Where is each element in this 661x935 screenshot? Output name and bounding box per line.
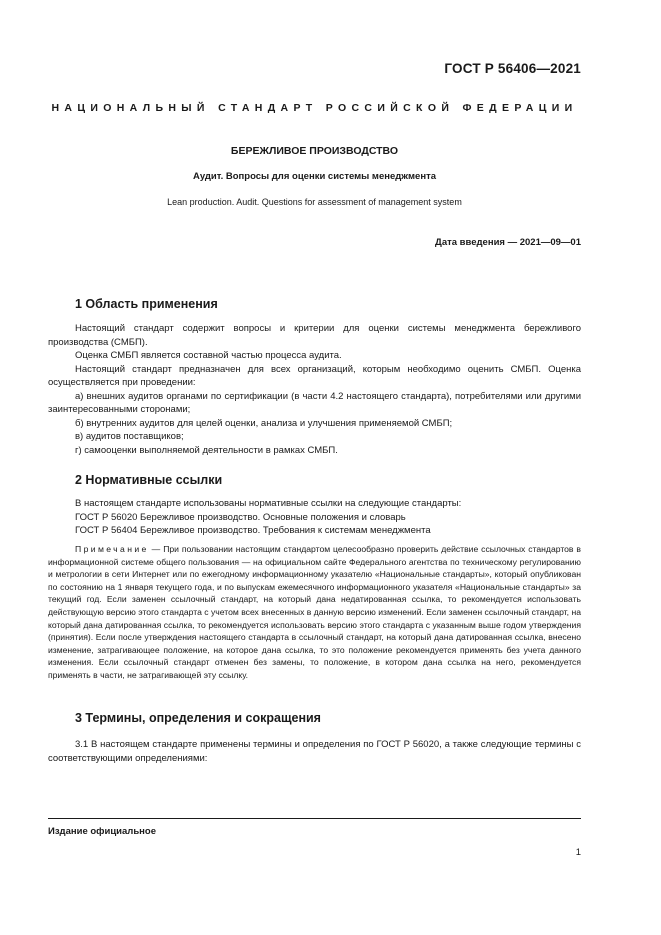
section-1-list-item: б) внутренних аудитов для целей оценки, анализа и улучшения применяемой СМБП; bbox=[75, 417, 453, 429]
document-subtitle: Аудит. Вопросы для оценки системы менеджмента bbox=[192, 171, 437, 182]
reference-item: ГОСТ Р 56020 Бережливое производство. Основные положения и словарь bbox=[75, 511, 406, 523]
reference-item: ГОСТ Р 56404 Бережливое производство. Требования к системам менеджмента bbox=[75, 525, 431, 536]
section-1-body bbox=[48, 322, 581, 457]
national-standard-banner: НАЦИОНАЛЬНЫЙ СТАНДАРТ РОССИЙСКОЙ ФЕДЕРАЦИИ bbox=[51, 102, 578, 114]
standard-code: ГОСТ Р 56406—2021 bbox=[444, 61, 581, 76]
section-1-list-item: а) внешних аудитов органами по сертификации (в части 4.2 настоящего стандарта), потребителями или другими заинтересованными сторонами; bbox=[48, 390, 581, 415]
english-title: Lean production. Audit. Questions for assessment of management system bbox=[167, 197, 462, 207]
section-2-heading: 2 Нормативные ссылки bbox=[75, 473, 223, 487]
introduction-date: Дата введения — 2021—09—01 bbox=[435, 237, 581, 248]
section-1-paragraph: Настоящий стандарт предназначен для всех организаций, которым необходимо оценить СМБП. Оценка осуществляется при проведении: bbox=[48, 363, 581, 388]
section-3-heading: 3 Термины, определения и сокращения bbox=[75, 711, 321, 725]
section-2-body bbox=[48, 497, 581, 538]
official-edition-label: Издание официальное bbox=[48, 826, 156, 837]
footer-divider bbox=[48, 818, 581, 819]
section-1-list-item: в) аудитов поставщиков; bbox=[75, 431, 184, 442]
section-2-paragraph: В настоящем стандарте использованы нормативные ссылки на следующие стандарты: bbox=[75, 498, 462, 509]
section-3-paragraph: 3.1 В настоящем стандарте применены термины и определения по ГОСТ Р 56020, а также следующие термины с соответствующими определениями: bbox=[48, 739, 581, 764]
note-text: — При пользовании настоящим стандартом целесообразно проверить действие ссылочных стандартов в информационной системе общего пользования — на официальном сайте Федерального агентства по техническому регулированию и метрологии в сети Интернет или по ежегодному информационному указателю «Национальные стандарты», который опубликован по состоянию на 1 января текущего года, и по выпускам ежемесячного информационного указателя «Национальные стандарты» за текущий год. Если заменен ссылочный стандарт, на который дана недатированная ссылка, то рекомендуется использовать действующую версию этого стандарта с учетом всех внесенных в данную версию изменений. Если заменен ссылочный стандарт, на который дана датированная ссылка, то рекомендуется использовать версию этого стандарта с указанным выше годом утверждения (принятия). Если после утверждения настоящего стандарта в ссылочный стандарт, на который дана датированная ссылка, внесено изменение, затрагивающее положение, на которое дана ссылка, то это положение рекомендуется применять без учета данного изменения. Если ссылочный стандарт отменен без замены, то положение, в котором дана ссылка на него, рекомендуется применять в части, не затрагивающей эту ссылку. bbox=[48, 544, 581, 680]
section-3-body bbox=[48, 738, 581, 765]
section-1-paragraph: Настоящий стандарт содержит вопросы и критерии для оценки системы менеджмента бережливого производства (СМБП). bbox=[48, 323, 581, 348]
section-1-paragraph: Оценка СМБП является составной частью процесса аудита. bbox=[75, 350, 342, 361]
page-number: 1 bbox=[575, 847, 581, 858]
section-2-note bbox=[48, 543, 581, 682]
document-title: БЕРЕЖЛИВОЕ ПРОИЗВОДСТВО bbox=[230, 145, 399, 157]
section-1-list-item: г) самооценки выполняемой деятельности в рамках СМБП. bbox=[75, 444, 338, 456]
section-1-heading: 1 Область применения bbox=[75, 297, 218, 311]
note-label: Примечание bbox=[75, 544, 149, 554]
